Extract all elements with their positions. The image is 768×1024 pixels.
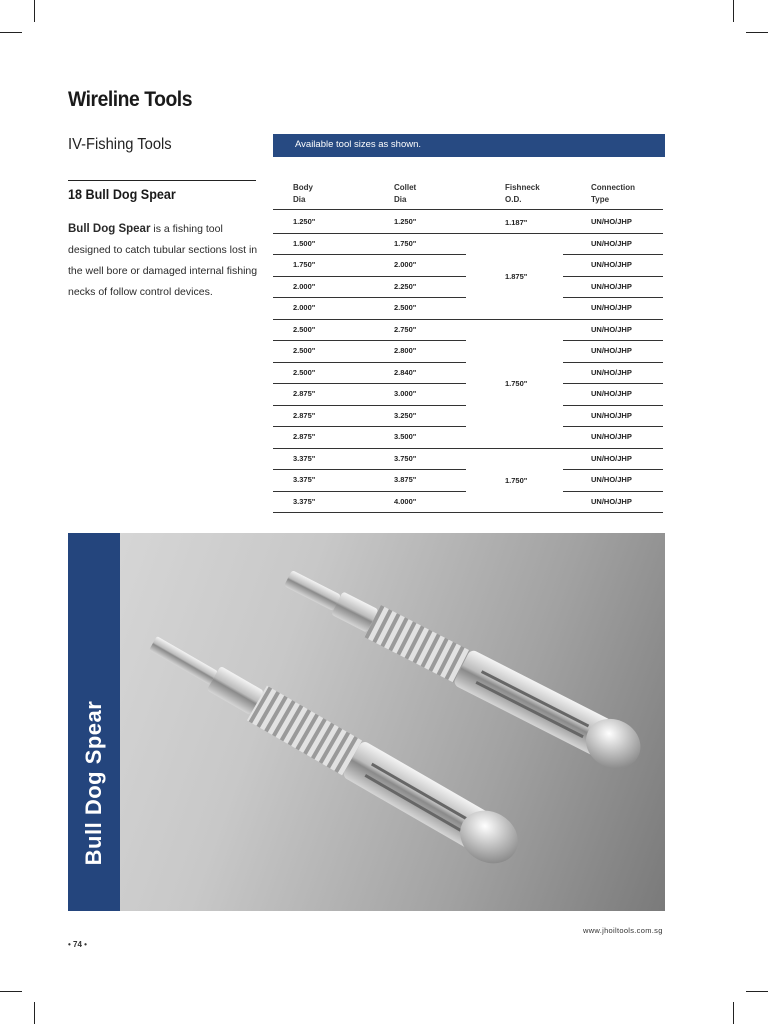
fishneck-cell: 1.187" <box>505 217 528 227</box>
table-cell: 2.500" <box>293 367 316 377</box>
table-cell: UN/HO/JHP <box>591 367 632 377</box>
website-url: www.jhoiltools.com.sg <box>583 926 663 935</box>
table-cell: UN/HO/JHP <box>591 453 632 463</box>
table-cell: 2.500" <box>293 324 316 334</box>
tool-name: Bull Dog Spear <box>68 223 151 235</box>
header-body-dia: Body Dia <box>293 183 313 204</box>
page-number: • 74 • <box>68 940 87 949</box>
table-cell: 2.875" <box>293 410 316 420</box>
table-cell: 1.750" <box>293 260 316 269</box>
table-cell: 2.000" <box>394 260 417 269</box>
row-rule <box>273 383 466 384</box>
table-cell: UN/HO/JHP <box>591 389 632 398</box>
table-cell: 2.000" <box>293 303 316 312</box>
table-cell: UN/HO/JHP <box>591 217 632 226</box>
row-rule <box>273 254 466 255</box>
tool-description <box>68 219 268 303</box>
table-cell: UN/HO/JHP <box>591 281 632 291</box>
row-rule <box>273 233 663 234</box>
table-cell: UN/HO/JHP <box>591 238 632 248</box>
header-fishneck-od: Fishneck O.D. <box>505 183 540 204</box>
row-rule <box>273 319 663 320</box>
table-cell: 3.875" <box>394 475 417 484</box>
table-cell: UN/HO/JHP <box>591 303 632 312</box>
table-cell: 2.750" <box>394 324 417 334</box>
section-title: IV-Fishing Tools <box>68 136 172 153</box>
row-rule <box>273 297 466 298</box>
table-cell: UN/HO/JHP <box>591 496 632 506</box>
table-cell: 3.500" <box>394 432 417 441</box>
row-rule <box>273 340 466 341</box>
table-cell: 3.375" <box>293 453 316 463</box>
sizes-banner: Available tool sizes as shown. <box>273 134 665 157</box>
table-cell: 2.800" <box>394 346 417 355</box>
header-connection-type: Connection Type <box>591 183 635 204</box>
table-cell: 1.500" <box>293 238 316 248</box>
table-cell: UN/HO/JHP <box>591 346 632 355</box>
row-rule <box>563 426 663 427</box>
header-collet-dia: Collet Dia <box>394 183 417 204</box>
table-cell: UN/HO/JHP <box>591 410 632 420</box>
row-rule <box>563 362 663 363</box>
row-rule <box>563 297 663 298</box>
row-rule <box>273 405 466 406</box>
table-cell: UN/HO/JHP <box>591 475 632 484</box>
side-label: Bull Dog Spear <box>81 700 106 866</box>
row-rule <box>563 276 663 277</box>
table-cell: 2.500" <box>394 303 417 312</box>
row-rule <box>273 276 466 277</box>
spear-illustration <box>68 533 665 911</box>
fishneck-cell: 1.875" <box>505 271 528 281</box>
table-cell: 3.375" <box>293 475 316 484</box>
row-rule <box>273 362 466 363</box>
table-cell: 2.875" <box>293 389 316 398</box>
row-rule <box>273 491 466 492</box>
row-rule <box>273 512 663 513</box>
table-cell: 3.000" <box>394 389 417 398</box>
row-rule <box>563 340 663 341</box>
table-cell: 2.250" <box>394 281 417 291</box>
row-rule <box>273 426 466 427</box>
table-cell: 3.250" <box>394 410 417 420</box>
fishneck-cell: 1.750" <box>505 475 528 485</box>
tool-heading: 18 Bull Dog Spear <box>68 186 176 202</box>
table-cell: 4.000" <box>394 496 417 506</box>
row-rule <box>563 383 663 384</box>
row-rule <box>273 448 663 449</box>
table-cell: 3.375" <box>293 496 316 506</box>
table-cell: 2.840" <box>394 367 417 377</box>
table-cell: 2.875" <box>293 432 316 441</box>
header-rule <box>273 209 663 210</box>
table-cell: UN/HO/JHP <box>591 260 632 269</box>
row-rule <box>563 405 663 406</box>
table-cell: 2.500" <box>293 346 316 355</box>
table-cell: UN/HO/JHP <box>591 324 632 334</box>
row-rule <box>563 254 663 255</box>
page-title: Wireline Tools <box>68 88 192 111</box>
fishneck-cell: 1.750" <box>505 379 528 388</box>
description-text: is a fishing tool designed to catch tubular sections lost in the well bore or damaged internal fishing necks of follow control devices. <box>68 223 258 298</box>
table-cell: 2.000" <box>293 281 316 291</box>
table-cell: 3.750" <box>394 453 417 463</box>
table-cell: UN/HO/JHP <box>591 432 632 441</box>
row-rule <box>273 469 466 470</box>
product-photo <box>68 533 665 911</box>
divider <box>68 180 256 181</box>
table-cell: 1.750" <box>394 238 417 248</box>
table-cell: 1.250" <box>394 217 417 226</box>
row-rule <box>563 491 663 492</box>
table-cell: 1.250" <box>293 217 316 226</box>
row-rule <box>563 469 663 470</box>
